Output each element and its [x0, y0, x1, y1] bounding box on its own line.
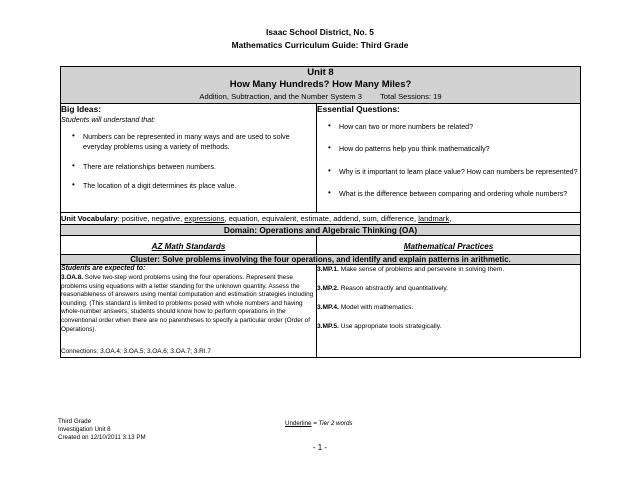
page-number: - 1 -	[312, 443, 328, 452]
list-item: • Why is it important to learn place value? How can numbers be represented?	[339, 167, 580, 178]
tier2-legend	[285, 420, 353, 427]
unit-sessions: Total Sessions: 19	[379, 92, 442, 101]
cluster-cell: Cluster: Solve problems involving the four operations, and identify and explain patterns in arithmetic.	[61, 254, 581, 264]
standard-3oa8	[61, 274, 316, 334]
footer-grade: Third Grade	[58, 418, 92, 425]
list-item: • Numbers can be represented in many ways and are used to solve everyday problems using a variety of methods.	[83, 132, 316, 153]
practice-text: Model with mathematics.	[338, 303, 414, 311]
legend-underline-sample: Underline	[285, 420, 312, 427]
vocabulary-tier2-expressions: expressions	[184, 213, 225, 223]
list-item: • There are relationships between numbers.	[83, 162, 316, 173]
az-standards-content-cell	[61, 264, 317, 357]
vocabulary-part-2: , equation, equivalent, estimate, addend, sum, difference,	[224, 213, 419, 223]
vocabulary-part-3: ,	[449, 213, 452, 223]
big-ideas-list	[61, 132, 316, 192]
az-math-standards-header: AZ Math Standards	[151, 241, 226, 251]
practice-item	[317, 265, 580, 274]
essential-questions-list	[317, 122, 580, 200]
standard-text: Solve two-step word problems using the four operations. Represent these problems using equations with a letter standing for the unknown quantity. Assess the reasonableness of answers using mental computation and estimation strategies including rounding. (This standard is limited to problems posed with whole numbers and having whole-number answers; students should know how to perform operations in the conventional order when there are no parentheses to specify a particular order (Order of Operations).	[61, 274, 314, 333]
unit-title: How Many Hundreds? How Many Miles?	[229, 78, 412, 90]
vocabulary-tier2-landmark: landmark	[418, 213, 450, 223]
essential-questions-title: Essential Questions:	[317, 103, 400, 114]
domain-row	[61, 224, 581, 235]
big-ideas-cell	[61, 103, 317, 212]
unit-subtitle: Addition, Subtraction, and the Number System 3	[199, 92, 362, 101]
essential-questions-cell	[317, 103, 581, 212]
vocabulary-part-1: : positive, negative,	[117, 213, 185, 223]
unit-subtitle-line	[61, 90, 580, 103]
standard-connections: Connections: 3.OA.4; 3.OA.5; 3.OA.6; 3.OA.7; 3.RI.7	[61, 348, 211, 356]
unit-number: Unit 8	[307, 67, 334, 78]
footer-investigation: Investigation Unit 8	[58, 426, 111, 434]
practice-item	[317, 322, 580, 331]
practice-text: Use appropriate tools strategically.	[338, 322, 442, 330]
document-footer	[58, 418, 146, 443]
unit-vocabulary-cell	[61, 212, 581, 224]
standard-code: 3.OA.8.	[61, 274, 84, 282]
footer-created-date: Created on 12/10/2011 3:13 PM	[58, 434, 146, 442]
practice-code: 3.MP.5.	[317, 322, 339, 330]
practice-text: Make sense of problems and persevere in solving them.	[338, 265, 505, 273]
standards-header-row	[61, 235, 581, 254]
curriculum-guide-table	[60, 66, 581, 358]
practice-code: 3.MP.1.	[317, 265, 339, 273]
guide-subtitle: Mathematics Curriculum Guide: Third Grade	[231, 39, 409, 50]
practice-code: 3.MP.4.	[317, 303, 339, 311]
practice-item	[317, 303, 580, 312]
list-item: • How can two or more numbers be related?	[339, 122, 580, 133]
list-item: • The location of a digit determines its place value.	[83, 181, 316, 192]
vocabulary-row	[61, 212, 581, 224]
district-title: Isaac School District, No. 5	[266, 27, 374, 37]
practice-code: 3.MP.2.	[317, 284, 339, 292]
mathematical-practices-header-cell	[317, 235, 581, 254]
mathematical-practices-header: Mathematical Practices	[403, 241, 494, 251]
big-ideas-title: Big Ideas:	[61, 103, 102, 114]
practice-item	[317, 284, 580, 293]
mathematical-practices-content-cell	[317, 264, 581, 357]
ideas-questions-row	[61, 103, 581, 212]
az-math-standards-header-cell	[61, 235, 317, 254]
standards-body-row	[61, 264, 581, 357]
unit-banner-cell	[61, 67, 581, 104]
students-expected-label: Students are expected to:	[61, 264, 146, 272]
list-item: • What is the difference between comparing and ordering whole numbers?	[339, 189, 580, 200]
big-ideas-subtitle: Students will understand that:	[61, 114, 156, 124]
legend-text: = Tier 2 words	[311, 420, 353, 427]
cluster-row	[61, 254, 581, 264]
vocabulary-label: Unit Vocabulary	[61, 213, 118, 223]
unit-banner-row	[61, 67, 581, 104]
domain-cell: Domain: Operations and Algebraic Thinking (OA)	[61, 224, 581, 235]
practice-text: Reason abstractly and quantitatively.	[338, 284, 448, 292]
list-item: • How do patterns help you think mathematically?	[339, 144, 580, 155]
document-header	[0, 0, 640, 51]
